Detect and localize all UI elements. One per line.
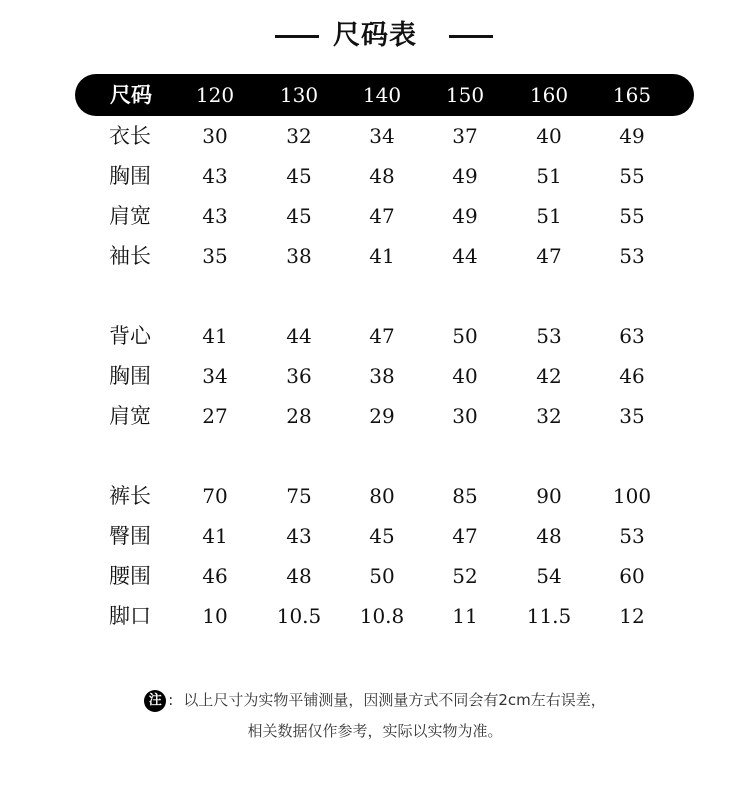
table-cell: 49	[452, 164, 478, 188]
table-row	[0, 476, 750, 516]
table-cell: 48	[369, 164, 395, 188]
table-cell: 41	[202, 524, 228, 548]
table-cell: 49	[452, 204, 478, 228]
table-cell: 55	[619, 164, 645, 188]
table-row	[0, 396, 750, 436]
table-cell: 40	[536, 124, 562, 148]
table-cell: 41	[202, 324, 228, 348]
table-cell: 47	[536, 244, 562, 268]
table-cell: 49	[619, 124, 645, 148]
table-cell: 30	[202, 124, 228, 148]
header-size: 150	[445, 83, 485, 107]
table-cell: 43	[202, 164, 228, 188]
table-cell: 46	[202, 564, 228, 588]
table-cell: 38	[286, 244, 312, 268]
header-size: 120	[195, 83, 235, 107]
row-label: 肩宽	[109, 204, 151, 228]
header-size: 140	[362, 83, 402, 107]
table-cell: 41	[369, 244, 395, 268]
table-cell: 32	[536, 404, 562, 428]
table-row	[0, 356, 750, 396]
table-cell: 53	[536, 324, 562, 348]
table-cell: 54	[536, 564, 562, 588]
header-size: 165	[612, 83, 652, 107]
table-row	[0, 516, 750, 556]
row-label: 胸围	[109, 364, 151, 388]
table-cell: 43	[202, 204, 228, 228]
table-row	[0, 556, 750, 596]
table-cell: 52	[452, 564, 478, 588]
header-size: 160	[529, 83, 569, 107]
note-text-2: 相关数据仅作参考，实际以实物为准。	[247, 722, 503, 740]
row-label: 臀围	[109, 524, 151, 548]
table-row	[0, 316, 750, 356]
note-line-2	[0, 720, 750, 741]
table-row	[0, 596, 750, 636]
page-title: 尺码表	[333, 20, 417, 51]
table-cell: 100	[612, 484, 652, 508]
table-cell: 47	[369, 204, 395, 228]
table-cell: 80	[369, 484, 395, 508]
table-cell: 53	[619, 524, 645, 548]
table-cell: 36	[286, 364, 312, 388]
row-label: 脚口	[109, 604, 151, 628]
table-cell: 44	[286, 324, 312, 348]
table-cell: 85	[452, 484, 478, 508]
table-cell: 28	[286, 404, 312, 428]
table-cell: 44	[452, 244, 478, 268]
row-label: 袖长	[109, 244, 151, 268]
row-label: 衣长	[109, 124, 151, 148]
table-cell: 47	[369, 324, 395, 348]
table-cell: 10	[202, 604, 228, 628]
table-cell: 12	[619, 604, 645, 628]
header-size: 130	[279, 83, 319, 107]
row-label: 肩宽	[109, 404, 151, 428]
table-cell: 47	[452, 524, 478, 548]
table-row	[0, 236, 750, 276]
note-badge: 注	[144, 690, 166, 712]
size-chart-title	[0, 14, 750, 58]
row-label: 胸围	[109, 164, 151, 188]
table-cell: 48	[286, 564, 312, 588]
table-cell: 35	[619, 404, 645, 428]
table-cell: 11	[452, 604, 478, 628]
table-cell: 55	[619, 204, 645, 228]
table-cell: 42	[536, 364, 562, 388]
size-header-bar	[75, 74, 694, 116]
note-colon: :	[168, 691, 174, 709]
table-cell: 75	[286, 484, 312, 508]
table-cell: 50	[452, 324, 478, 348]
table-cell: 34	[369, 124, 395, 148]
row-label: 背心	[109, 324, 151, 348]
table-cell: 43	[286, 524, 312, 548]
table-cell: 27	[202, 404, 228, 428]
note-line-1	[0, 689, 750, 712]
table-cell: 10.5	[276, 604, 322, 628]
title-line-right	[449, 35, 493, 38]
table-cell: 38	[369, 364, 395, 388]
table-cell: 45	[286, 164, 312, 188]
table-row	[0, 156, 750, 196]
table-cell: 30	[452, 404, 478, 428]
table-cell: 48	[536, 524, 562, 548]
table-cell: 35	[202, 244, 228, 268]
table-cell: 46	[619, 364, 645, 388]
table-cell: 32	[286, 124, 312, 148]
table-cell: 90	[536, 484, 562, 508]
row-label: 裤长	[109, 484, 151, 508]
table-row	[0, 196, 750, 236]
table-cell: 45	[369, 524, 395, 548]
row-label: 腰围	[109, 564, 151, 588]
table-cell: 51	[536, 164, 562, 188]
table-row	[0, 116, 750, 156]
note-text-1: 以上尺寸为实物平铺测量，因测量方式不同会有2cm左右误差，	[183, 691, 606, 709]
table-cell: 37	[452, 124, 478, 148]
table-cell: 70	[202, 484, 228, 508]
table-cell: 40	[452, 364, 478, 388]
table-cell: 45	[286, 204, 312, 228]
table-cell: 63	[619, 324, 645, 348]
table-cell: 53	[619, 244, 645, 268]
table-cell: 11.5	[526, 604, 572, 628]
table-cell: 34	[202, 364, 228, 388]
table-cell: 50	[369, 564, 395, 588]
table-cell: 51	[536, 204, 562, 228]
table-cell: 10.8	[359, 604, 405, 628]
header-label: 尺码	[110, 83, 152, 107]
table-cell: 29	[369, 404, 395, 428]
table-cell: 60	[619, 564, 645, 588]
